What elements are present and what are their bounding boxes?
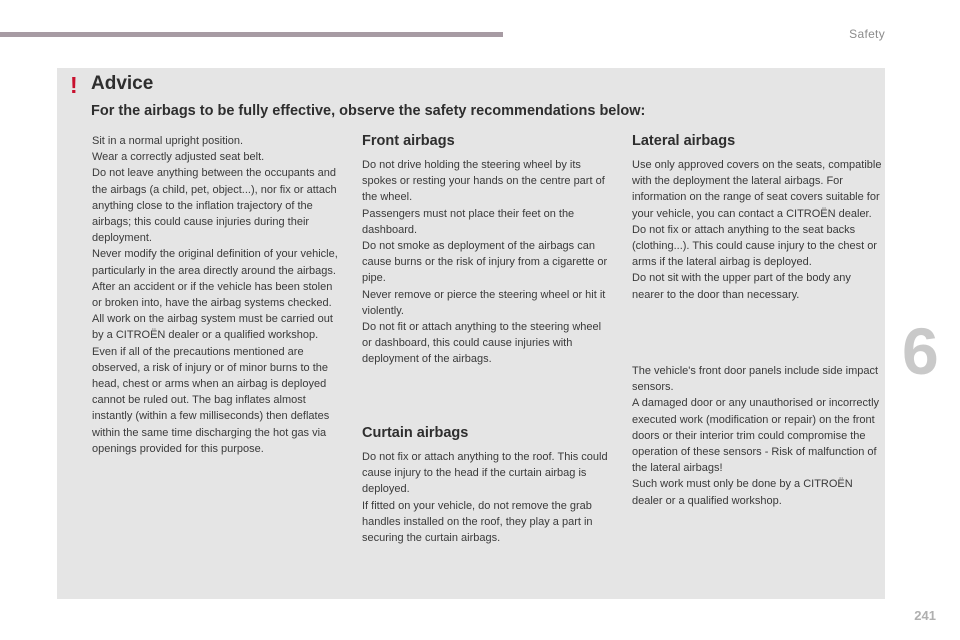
advice-title: Advice <box>91 73 154 94</box>
chapter-number: 6 <box>902 314 939 388</box>
paragraph: Never remove or pierce the steering wheel or hit it violently. <box>362 288 606 317</box>
paragraph: A damaged door or any unauthorised or incorrectly executed work (modification or repair) on the front doors or their interior trim could compromise the operation of these sensors - Risk of malfunction of the lateral airbags! <box>632 397 880 475</box>
paragraph: Sit in a normal upright position. <box>92 135 244 147</box>
curtain-airbags-text <box>362 449 612 546</box>
paragraph: If fitted on your vehicle, do not remove the grab handles installed on the roof, they play a part in securing the curtain airbags. <box>362 499 593 545</box>
paragraph: Do not leave anything between the occupants and the airbags (a child, pet, object...), nor fix or attach anything close to the inflation trajectory of the airbags; this could cause injuries during their deployment. <box>92 167 337 245</box>
section-title: Safety <box>849 27 885 41</box>
paragraph: Do not sit with the upper part of the body any nearer to the door than necessary. <box>632 272 851 301</box>
front-airbags-heading: Front airbags <box>362 133 455 149</box>
paragraph: The vehicle's front door panels include side impact sensors. <box>632 365 879 394</box>
paragraph: Do not smoke as deployment of the airbags can cause burns or the risk of injury from a cigarette or pipe. <box>362 240 608 285</box>
front-airbags-text <box>362 157 612 368</box>
paragraph: Do not drive holding the steering wheel by its spokes or resting your hands on the centre part of the wheel. <box>362 159 605 204</box>
paragraph: Do not fix or attach anything to the roof. This could cause injury to the head if the curtain airbag is deployed. <box>362 451 608 496</box>
paragraph: Even if all of the precautions mentioned are observed, a risk of injury or of minor burns to the head, chest or arms when an airbag is deployed cannot be ruled out. The bag inflates almost instantly (within a few milliseconds) then deflates within the same time discharging the hot gas via openings provided for this purpose. <box>92 345 330 455</box>
paragraph: Do not fit or attach anything to the steering wheel or dashboard, this could cause injuries with deployment of the airbags. <box>362 321 602 366</box>
paragraph: Wear a correctly adjusted seat belt. <box>92 151 265 164</box>
header-rule <box>0 32 503 37</box>
paragraph: After an accident or if the vehicle has been stolen or broken into, have the airbag systems checked. <box>92 280 333 310</box>
paragraph: Passengers must not place their feet on the dashboard. <box>362 207 575 236</box>
page-number: 241 <box>914 608 936 623</box>
paragraph: Never modify the original definition of your vehicle, particularly in the area directly around the airbags. <box>92 248 338 277</box>
lateral-airbags-heading: Lateral airbags <box>632 133 736 149</box>
lateral-airbags-text <box>632 157 882 303</box>
exclamation-icon: ! <box>70 72 78 98</box>
paragraph: Use only approved covers on the seats, compatible with the deployment the lateral airbags. For information on the range of seat covers suitable for your vehicle, you can contact a CITROËN dealer. <box>632 159 882 220</box>
paragraph: All work on the airbag system must be carried out by a CITROËN dealer or a qualified workshop. <box>92 313 333 342</box>
curtain-airbags-heading: Curtain airbags <box>362 425 469 441</box>
door-sensors-text <box>632 363 882 509</box>
paragraph: Do not fix or attach anything to the seat backs (clothing...). This could cause injury to the chest or arms if the lateral airbag is deployed. <box>632 223 877 269</box>
advice-subtitle: For the airbags to be fully effective, observe the safety recommendations below: <box>91 103 646 119</box>
paragraph: Such work must only be done by a CITROËN dealer or a qualified workshop. <box>632 478 853 507</box>
general-advice-text <box>92 133 342 457</box>
